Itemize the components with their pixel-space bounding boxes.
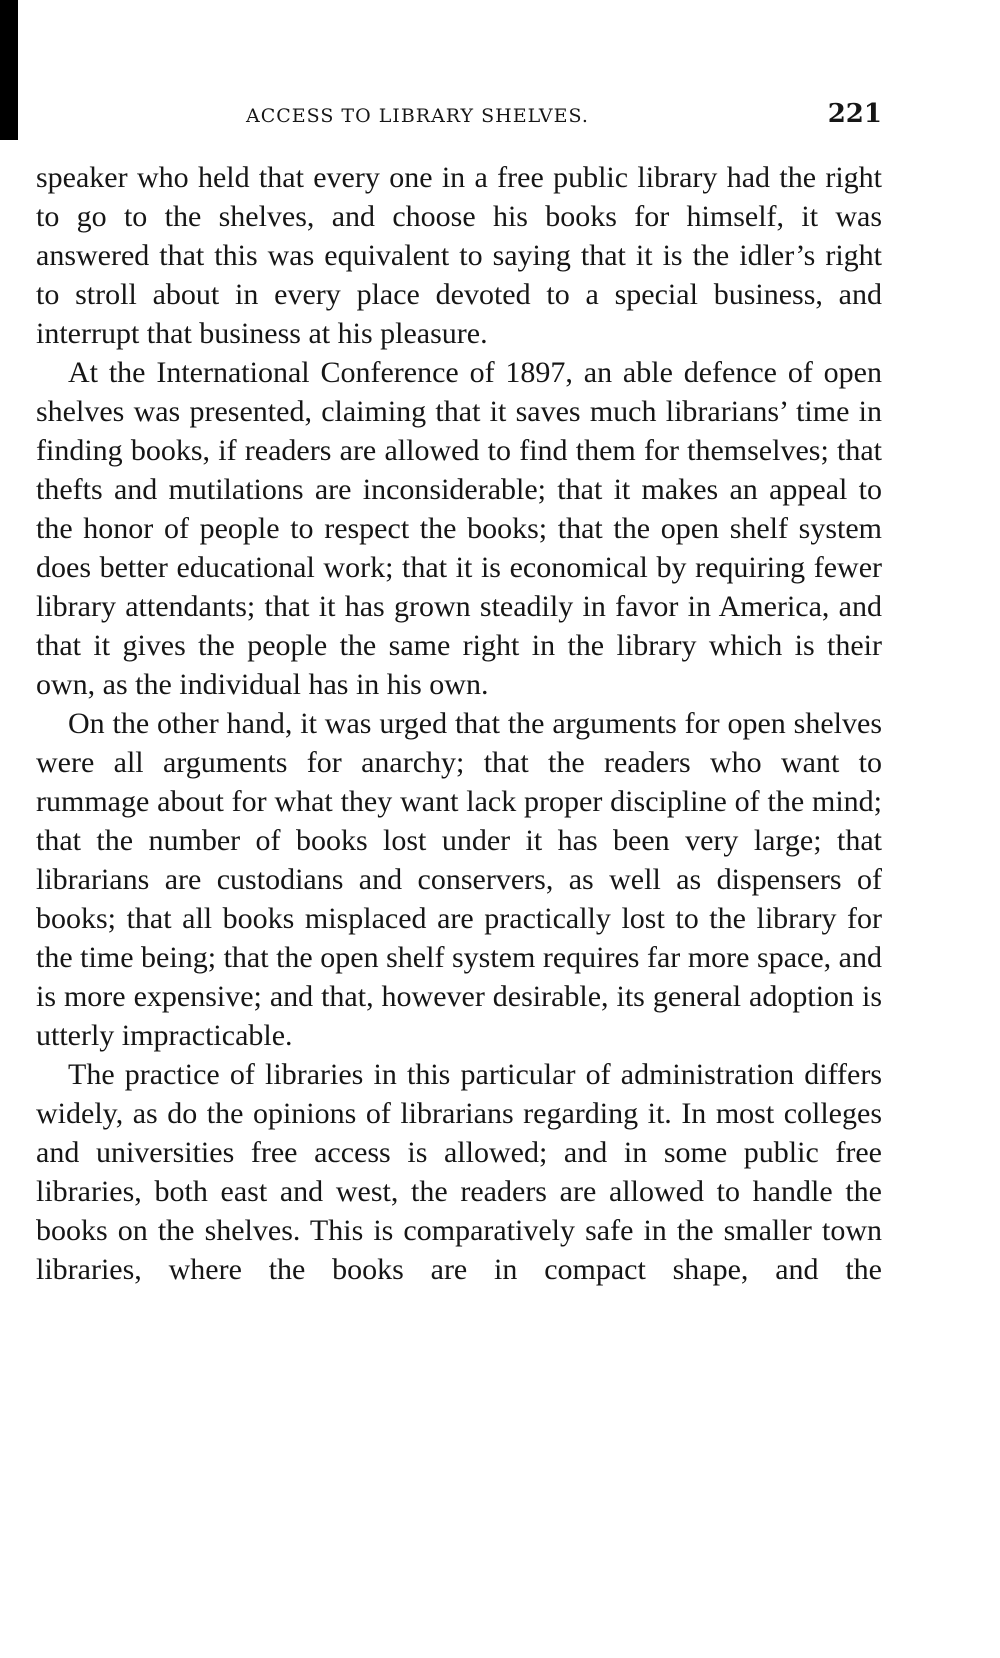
paragraph-3: On the other hand, it was urged that the arguments for open shelves were all arguments for anarchy; that the readers who want to rummage about for what they want lack proper discipline of the mind; that the number of books lost under it has been very large; that librarians are custodians and conservers, as well as dispensers of books; that all books misplaced are practically lost to the library for the time being; that the open shelf system requires far more space, and is more expensive; and that, however desirable, its general adoption is utterly impracticable.: [36, 707, 882, 1052]
running-title: ACCESS TO LIBRARY SHELVES.: [246, 105, 589, 127]
paragraph-4: The practice of libraries in this particular of administration differs widely, as do the opinions of librarians regarding it. In most colleges and universities free access is allowed; and in some public free libraries, both east and west, the readers are allowed to handle the books on the shelves. This is comparatively safe in the smaller town libraries, where the books are in compact shape, and the: [36, 1058, 882, 1286]
page-edge-shadow: [0, 0, 18, 140]
body-text: [36, 158, 882, 1289]
paragraph-1: speaker who held that every one in a free public library had the right to go to the shelves, and choose his books for himself, it was answered that this was equivalent to saying that it is the idler’s right to stroll about in every place devoted to a special business, and interrupt that business at his pleasure.: [36, 161, 882, 350]
page-header: [36, 96, 882, 136]
page-number: 221: [827, 99, 882, 129]
paragraph-2: At the International Conference of 1897, an able defence of open shelves was presented, claiming that it saves much librarians’ time in finding books, if readers are allowed to find them for themselves; that thefts and mutilations are inconsiderable; that it makes an appeal to the honor of people to respect the books; that the open shelf system does better educational work; that it is economical by requiring fewer library attendants; that it has grown steadily in favor in America, and that it gives the people the same right in the library which is their own, as the individual has in his own.: [36, 356, 882, 701]
